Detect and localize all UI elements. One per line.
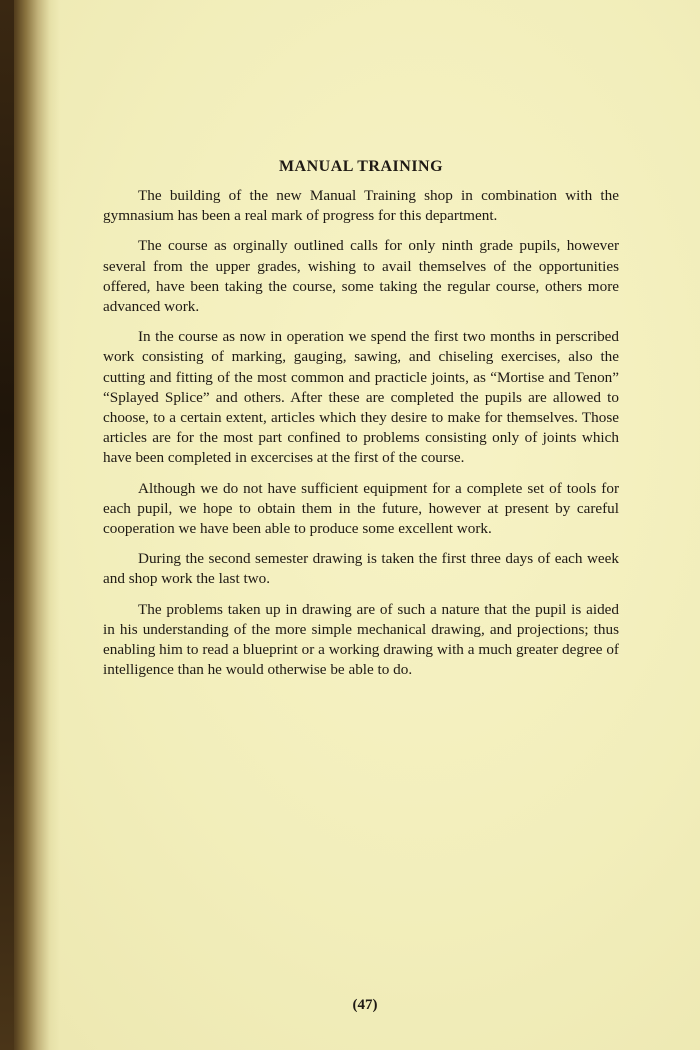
page-title: MANUAL TRAINING (278, 158, 444, 175)
paragraph-5: During the second semester drawing is taken the first three days of each week and shop work the last two. (103, 550, 619, 588)
paragraph-2: The course as orginally outlined calls for only ninth grade pupils, however several from the upper grades, wishing to avail themselves of the opportunities offered, have been taking the course, some taking the regular course, others more advanced work. (103, 237, 619, 316)
binding-edge (0, 0, 14, 1050)
paragraph-3: In the course as now in operation we spend the first two months in perscribed work consisting of marking, gauging, sawing, and chiseling exercises, also the cutting and fitting of the most common and practicle joints, as “Mortise and Tenon” “Splayed Splice” and others. After these are completed the pupils are allowed to choose, to a certain extent, articles which they desire to make for themselves. Those articles are for the most part confined to problems consisting only of joints which have been completed in excercises at the first of the course. (103, 328, 619, 467)
page-content (103, 158, 619, 690)
paragraph-4: Although we do not have sufficient equipment for a complete set of tools for each pupil, we hope to obtain them in the future, however at present by careful cooperation we have been able to produce some excellent work. (103, 479, 619, 538)
paragraph-6: The problems taken up in drawing are of such a nature that the pupil is aided in his understanding of the more simple mechanical drawing, and projections; thus enabling him to read a blueprint or a working drawing with a much greater degree of intelligence than he would otherwise be able to do. (103, 600, 619, 679)
page-number: (47) (352, 997, 378, 1013)
paragraph-1: The building of the new Manual Training shop in combination with the gymnasium has been a real mark of progress for this department. (103, 187, 619, 225)
